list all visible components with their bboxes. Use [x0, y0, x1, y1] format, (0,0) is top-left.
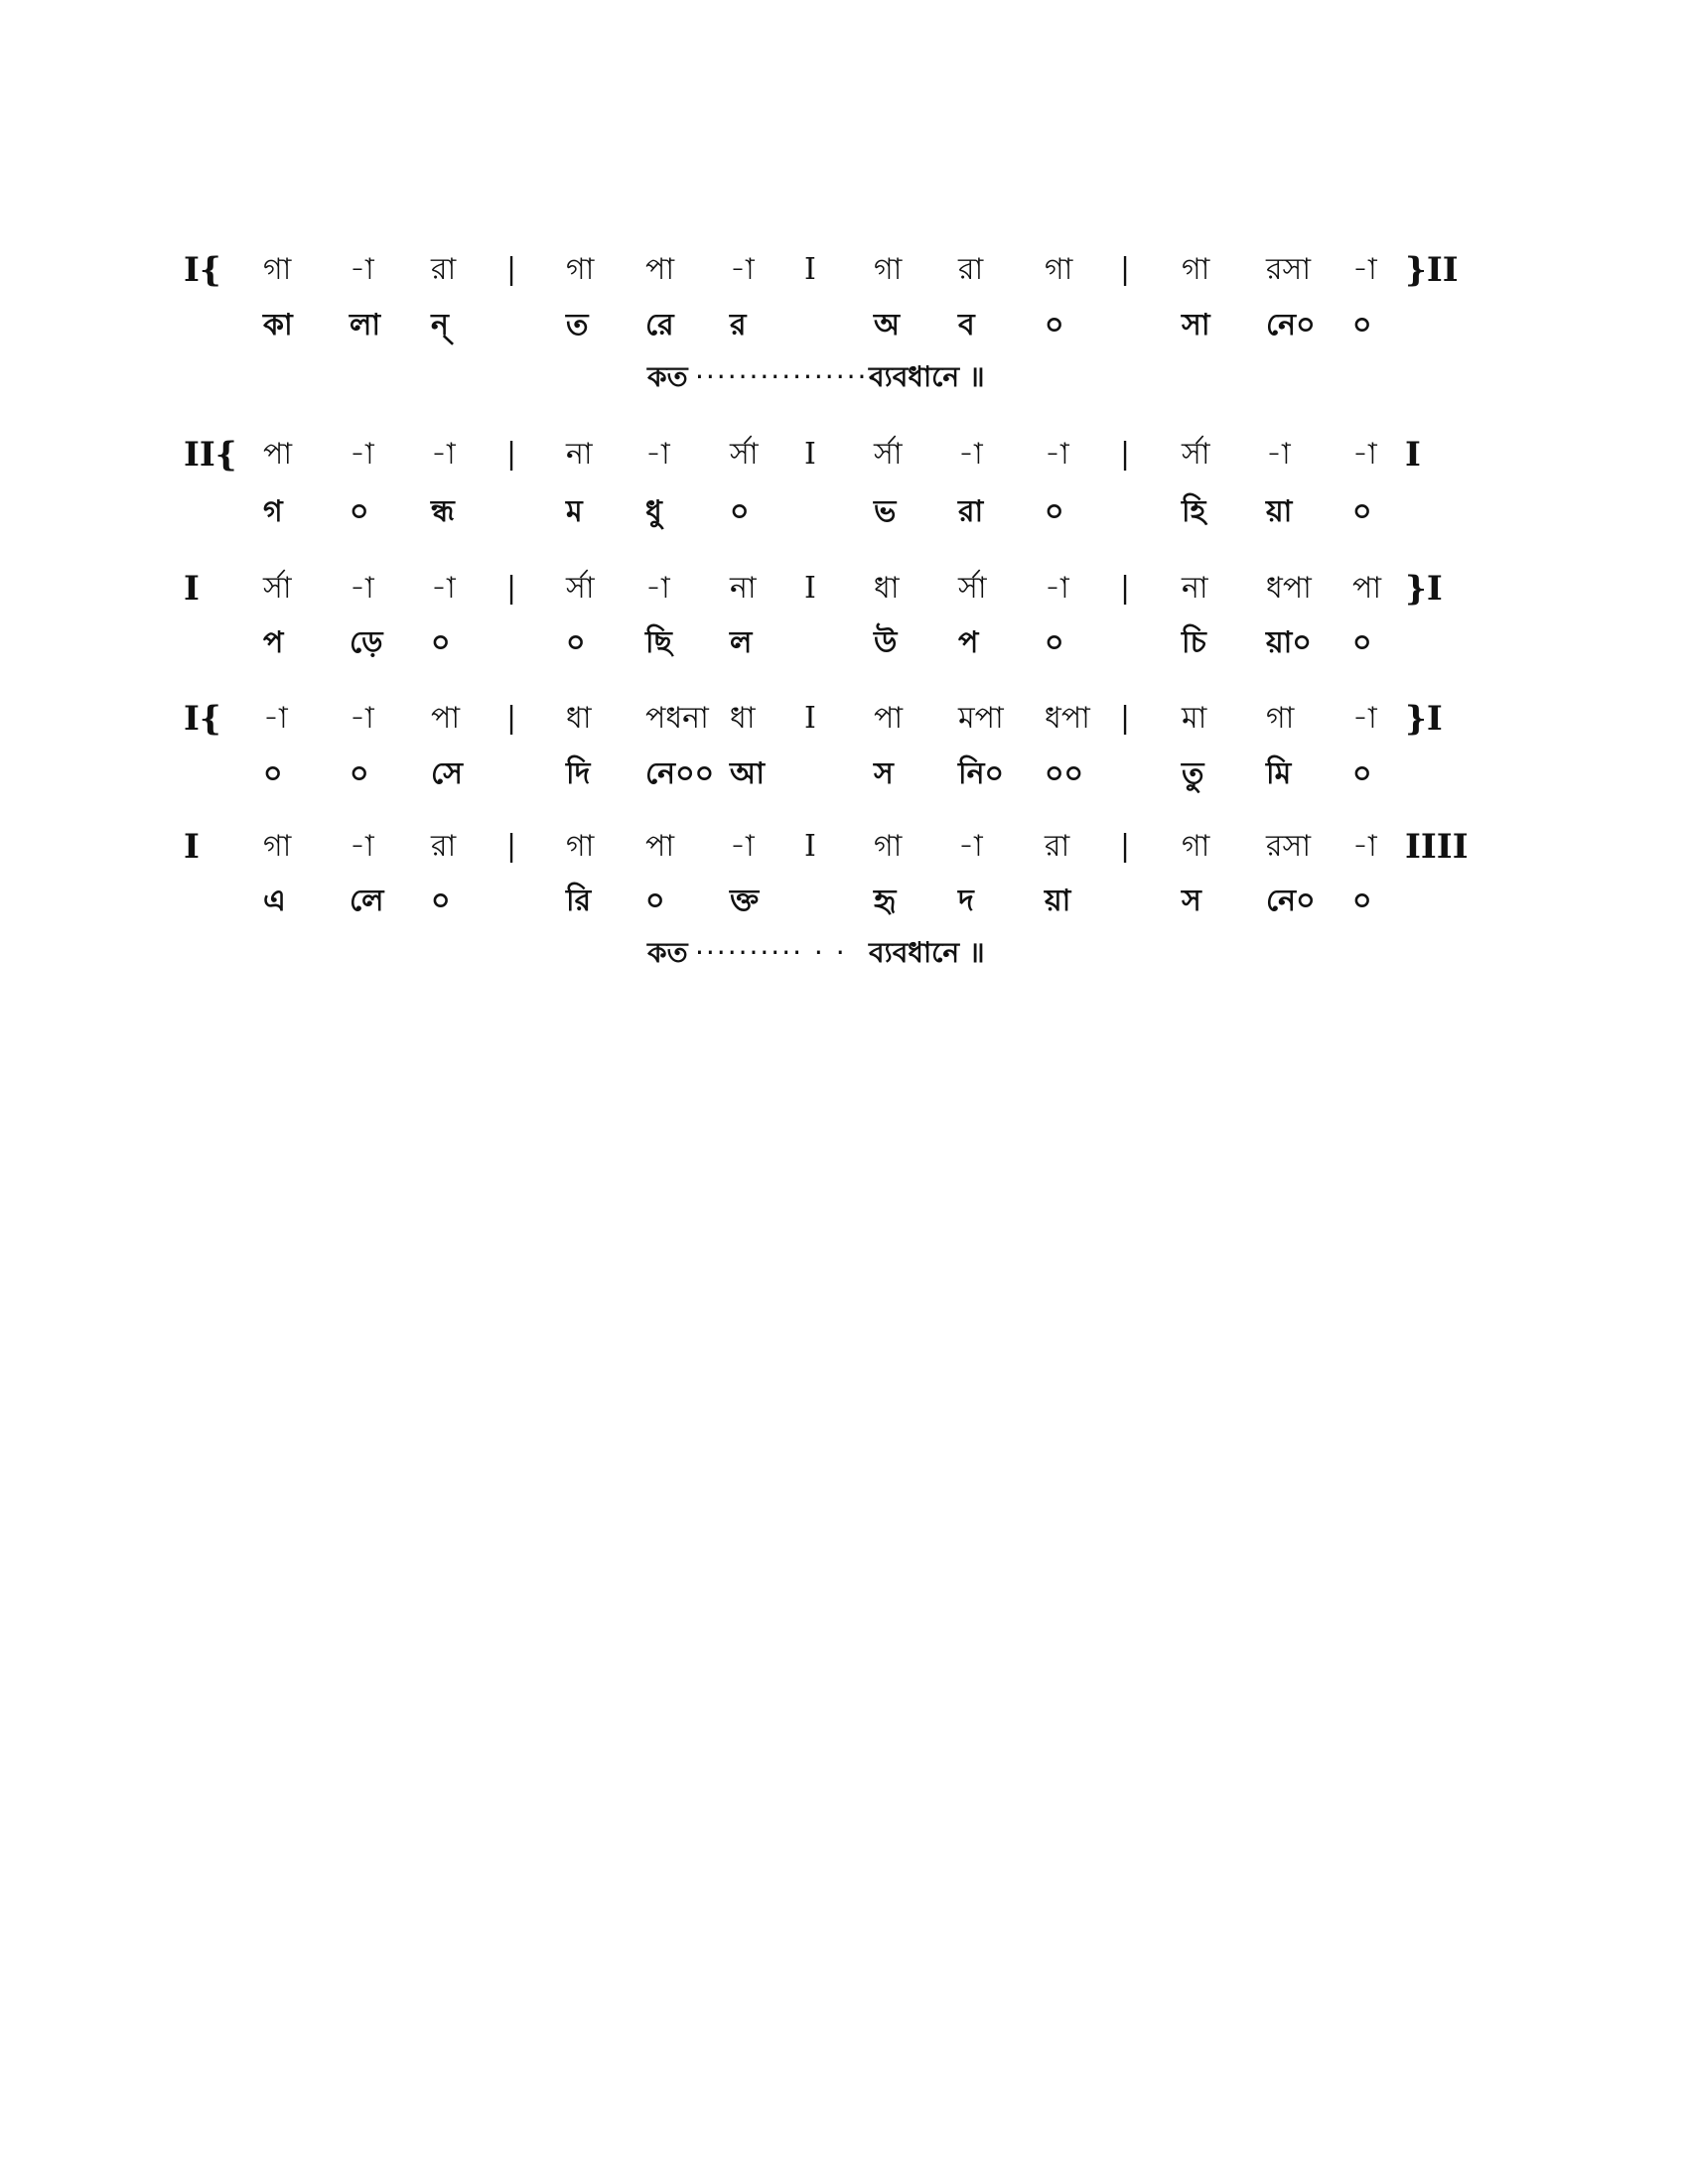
lyric-syllable: স: [874, 756, 894, 791]
lyric-syllable: এ: [263, 884, 286, 918]
refrain-line-2: [0, 928, 1688, 978]
swara-note: -া: [645, 437, 670, 472]
lyric-line-3: [0, 615, 1688, 671]
lyric-syllable: ন্: [431, 308, 449, 342]
swara-note: র্সা: [263, 571, 292, 606]
swara-note: র্সা: [874, 437, 903, 472]
lyric-syllable: স: [1182, 884, 1201, 918]
swara-note: -া: [958, 829, 983, 864]
refrain-start: কত: [647, 360, 688, 393]
lyric-syllable: ০: [1045, 308, 1064, 342]
lyric-syllable: ধু: [645, 494, 662, 529]
lyric-syllable: রা: [958, 494, 984, 529]
lyric-syllable: ন্ধ: [431, 494, 455, 529]
lyric-syllable: ০: [645, 884, 665, 918]
swara-note: -া: [350, 829, 374, 864]
swara-note: গা: [1266, 701, 1295, 736]
lyric-syllable: রি: [566, 884, 592, 918]
section-mark: I: [184, 569, 200, 609]
lyric-syllable: ০: [566, 625, 586, 660]
lyric-line-2: [0, 484, 1688, 540]
swara-note: গা: [1182, 829, 1210, 864]
swara-note: -া: [350, 571, 374, 606]
swara-note: গা: [1182, 252, 1210, 287]
bar-line: |: [1120, 701, 1131, 736]
lyric-syllable: র: [730, 308, 747, 342]
refrain-start: কত: [647, 936, 688, 969]
swara-line-4: [0, 691, 1688, 747]
bar-line: I: [804, 571, 816, 606]
swara-note: মপা: [958, 701, 1004, 736]
lyric-syllable: প: [958, 625, 979, 660]
lyric-syllable: নে০: [1266, 884, 1316, 918]
swara-note: ধপা: [1045, 701, 1090, 736]
swara-note: গা: [1045, 252, 1073, 287]
lyric-syllable: য়া: [1045, 884, 1071, 918]
lyric-syllable: ০: [350, 494, 369, 529]
lyric-syllable: লে: [350, 884, 384, 918]
lyric-syllable: ক্ত: [730, 884, 760, 918]
bar-line: |: [506, 571, 517, 606]
lyric-syllable: রে: [645, 308, 674, 342]
swara-note: -া: [431, 437, 456, 472]
section-mark: I: [184, 827, 200, 867]
swara-line-3: [0, 561, 1688, 616]
swara-note: রসা: [1266, 829, 1312, 864]
swara-note: -া: [958, 437, 983, 472]
lyric-syllable: দি: [566, 756, 591, 791]
lyric-syllable: ০: [431, 625, 451, 660]
lyric-syllable: অ: [874, 308, 900, 342]
bar-line: I: [804, 701, 816, 736]
section-mark: II{: [184, 435, 237, 475]
swara-note: -া: [1045, 571, 1069, 606]
bar-line: |: [506, 437, 517, 472]
lyric-syllable: হৃ: [874, 884, 897, 918]
bar-line: I: [804, 829, 816, 864]
swara-note: না: [566, 437, 593, 472]
swara-note: গা: [874, 829, 903, 864]
section-mark: }II: [1405, 250, 1459, 290]
swara-note: রা: [431, 829, 457, 864]
lyric-syllable: মি: [1266, 756, 1292, 791]
swara-note: -া: [1266, 437, 1291, 472]
lyric-syllable: ০: [350, 756, 369, 791]
lyric-syllable: হি: [1182, 494, 1206, 529]
lyric-syllable: লা: [350, 308, 381, 342]
section-mark: I{: [184, 699, 221, 739]
lyric-syllable: ম: [566, 494, 583, 529]
section-mark: IIII: [1405, 827, 1469, 867]
swara-line-5: [0, 819, 1688, 875]
swara-note: -া: [1352, 437, 1377, 472]
swara-note: -া: [263, 701, 288, 736]
swara-note: -া: [645, 571, 670, 606]
bar-line: |: [506, 701, 517, 736]
section-mark: }I: [1405, 569, 1443, 609]
swara-note: গা: [566, 829, 595, 864]
bar-line: |: [1120, 252, 1131, 287]
swara-note: রসা: [1266, 252, 1312, 287]
swara-note: -া: [431, 571, 456, 606]
swara-note: র্সা: [958, 571, 987, 606]
swara-note: -া: [1352, 701, 1377, 736]
lyric-syllable: ০: [1045, 625, 1064, 660]
lyric-syllable: প: [263, 625, 284, 660]
swara-note: -া: [1352, 829, 1377, 864]
swara-note: -া: [350, 437, 374, 472]
swara-note: পা: [263, 437, 293, 472]
swara-note: পা: [645, 252, 675, 287]
refrain-dots: ·········· · ·: [695, 936, 847, 969]
lyric-line-4: [0, 747, 1688, 802]
lyric-syllable: সা: [1182, 308, 1210, 342]
lyric-syllable: তু: [1182, 756, 1204, 791]
swara-note: গা: [874, 252, 903, 287]
swara-line-1: [0, 242, 1688, 298]
lyric-syllable: ০: [730, 494, 750, 529]
lyric-syllable: দ: [958, 884, 974, 918]
swara-note: -া: [1352, 252, 1377, 287]
swara-note: -া: [1045, 437, 1069, 472]
lyric-syllable: ০: [1352, 625, 1372, 660]
lyric-syllable: ছি: [645, 625, 672, 660]
swara-note: -া: [350, 701, 374, 736]
bar-line: I: [804, 437, 816, 472]
refrain-dots: ·················: [695, 360, 880, 393]
swara-note: পা: [874, 701, 904, 736]
lyric-syllable: উ: [874, 625, 898, 660]
section-mark: I{: [184, 250, 221, 290]
lyric-syllable: ভ: [874, 494, 897, 529]
lyric-syllable: নে০: [1266, 308, 1316, 342]
lyric-syllable: গ: [263, 494, 283, 529]
swara-note: র্সা: [1182, 437, 1210, 472]
lyric-syllable: য়া০: [1266, 625, 1312, 660]
swara-note: গা: [263, 829, 292, 864]
bar-line: |: [1120, 829, 1131, 864]
swara-note: -া: [350, 252, 374, 287]
swara-note: -া: [730, 252, 755, 287]
lyric-syllable: ড়ে: [350, 625, 383, 660]
lyric-syllable: ব: [958, 308, 975, 342]
bar-line: |: [506, 252, 517, 287]
swara-note: পা: [645, 829, 675, 864]
swara-note: রা: [958, 252, 984, 287]
lyric-syllable: ০: [263, 756, 283, 791]
bar-line: |: [1120, 571, 1131, 606]
bar-line: |: [506, 829, 517, 864]
swara-note: ধপা: [1266, 571, 1312, 606]
lyric-syllable: ত: [566, 308, 589, 342]
lyric-line-5: [0, 874, 1688, 929]
lyric-syllable: কা: [263, 308, 293, 342]
refrain-end: ব্যবধানে ॥: [869, 360, 985, 393]
lyric-syllable: ০: [431, 884, 451, 918]
lyric-syllable: সে: [431, 756, 463, 791]
swara-note: গা: [263, 252, 292, 287]
lyric-syllable: ০০: [1045, 756, 1084, 791]
swara-note: -া: [730, 829, 755, 864]
swara-note: গা: [566, 252, 595, 287]
lyric-line-1: [0, 298, 1688, 353]
swara-note: রা: [431, 252, 457, 287]
lyric-syllable: নে০০: [645, 756, 715, 791]
swara-note: পা: [431, 701, 461, 736]
lyric-syllable: ০: [1352, 494, 1372, 529]
swara-note: না: [730, 571, 757, 606]
lyric-syllable: নি০: [958, 756, 1004, 791]
swara-note: মা: [1182, 701, 1207, 736]
lyric-syllable: ০: [1352, 756, 1372, 791]
refrain-line-1: [0, 352, 1688, 402]
swara-line-2: [0, 427, 1688, 482]
lyric-syllable: ০: [1045, 494, 1064, 529]
bar-line: I: [804, 252, 816, 287]
section-mark: I: [1405, 435, 1421, 475]
swara-note: ধা: [566, 701, 592, 736]
lyric-syllable: চি: [1182, 625, 1206, 660]
lyric-syllable: য়া: [1266, 494, 1293, 529]
lyric-syllable: ল: [730, 625, 753, 660]
lyric-syllable: আ: [730, 756, 765, 791]
lyric-syllable: ০: [1352, 884, 1372, 918]
swara-note: ধা: [874, 571, 900, 606]
swara-note: পধনা: [645, 701, 709, 736]
swara-note: না: [1182, 571, 1208, 606]
section-mark: }I: [1405, 699, 1443, 739]
lyric-syllable: ০: [1352, 308, 1372, 342]
swara-note: ধা: [730, 701, 756, 736]
swara-note: র্সা: [730, 437, 759, 472]
refrain-end: ব্যবধানে ॥: [869, 936, 985, 969]
bar-line: |: [1120, 437, 1131, 472]
swara-note: পা: [1352, 571, 1382, 606]
swara-note: র্সা: [566, 571, 595, 606]
swara-note: রা: [1045, 829, 1070, 864]
